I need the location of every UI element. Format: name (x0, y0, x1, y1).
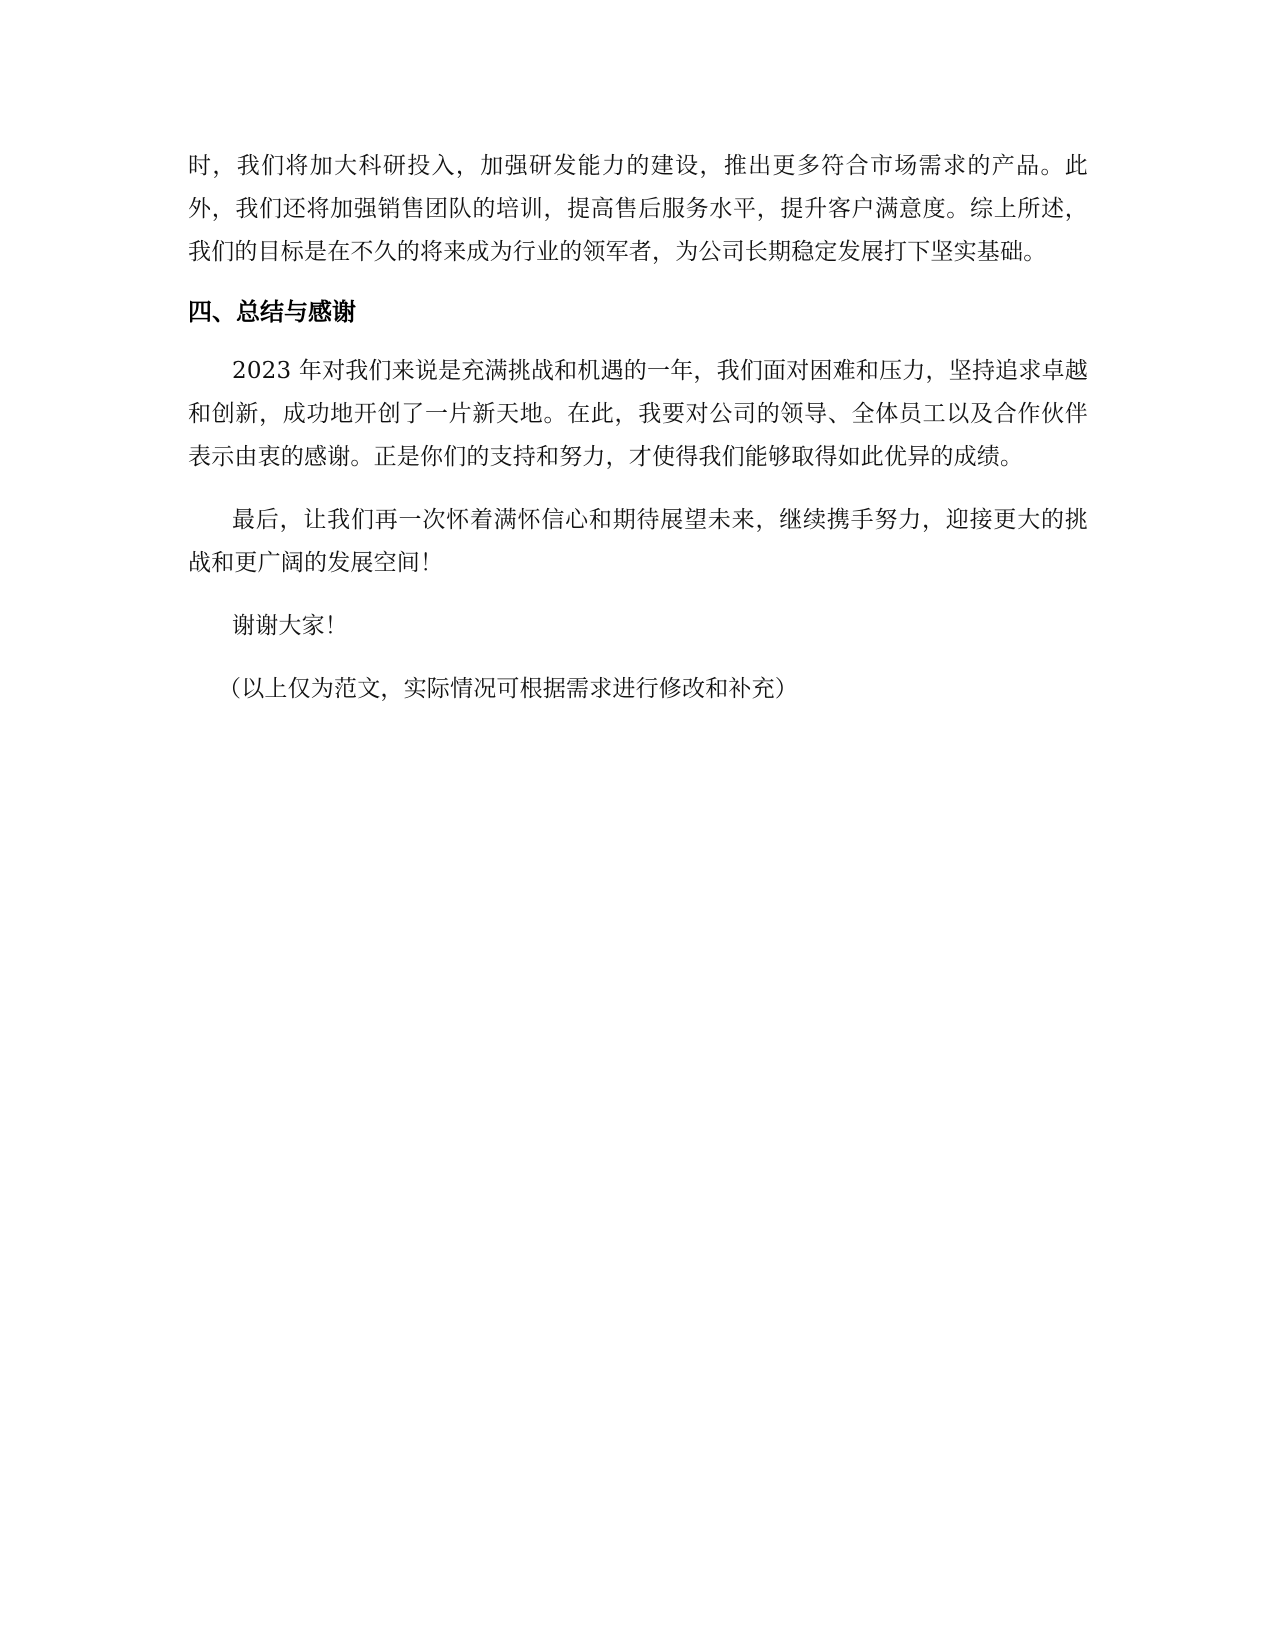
thanks-line: 谢谢大家！ (232, 613, 348, 639)
section-heading-summary-thanks: 四、总结与感谢 (188, 298, 356, 326)
note-line: （以上仅为范文，实际情况可根据需求进行修改和补充） (218, 676, 798, 702)
summary-paragraph-2: 最后，让我们再一次怀着满怀信心和期待展望未来，继续携手努力，迎接更大的挑战和更广阔的发展空间！ (188, 507, 1088, 576)
summary-paragraph-1: 2023 年对我们来说是充满挑战和机遇的一年，我们面对困难和压力，坚持追求卓越和创新，成功地开创了一片新天地。在此，我要对公司的领导、全体员工以及合作伙伴表示由衷的感谢。正是你们的支持和努力，才使得我们能够取得如此优异的成绩。 (188, 358, 1088, 470)
continuation-paragraph: 时，我们将加大科研投入，加强研发能力的建设，推出更多符合市场需求的产品。此外，我们还将加强销售团队的培训，提高售后服务水平，提升客户满意度。综上所述，我们的目标是在不久的将来成为行业的领军者，为公司长期稳定发展打下坚实基础。 (188, 153, 1088, 265)
document-page (188, 145, 1088, 731)
